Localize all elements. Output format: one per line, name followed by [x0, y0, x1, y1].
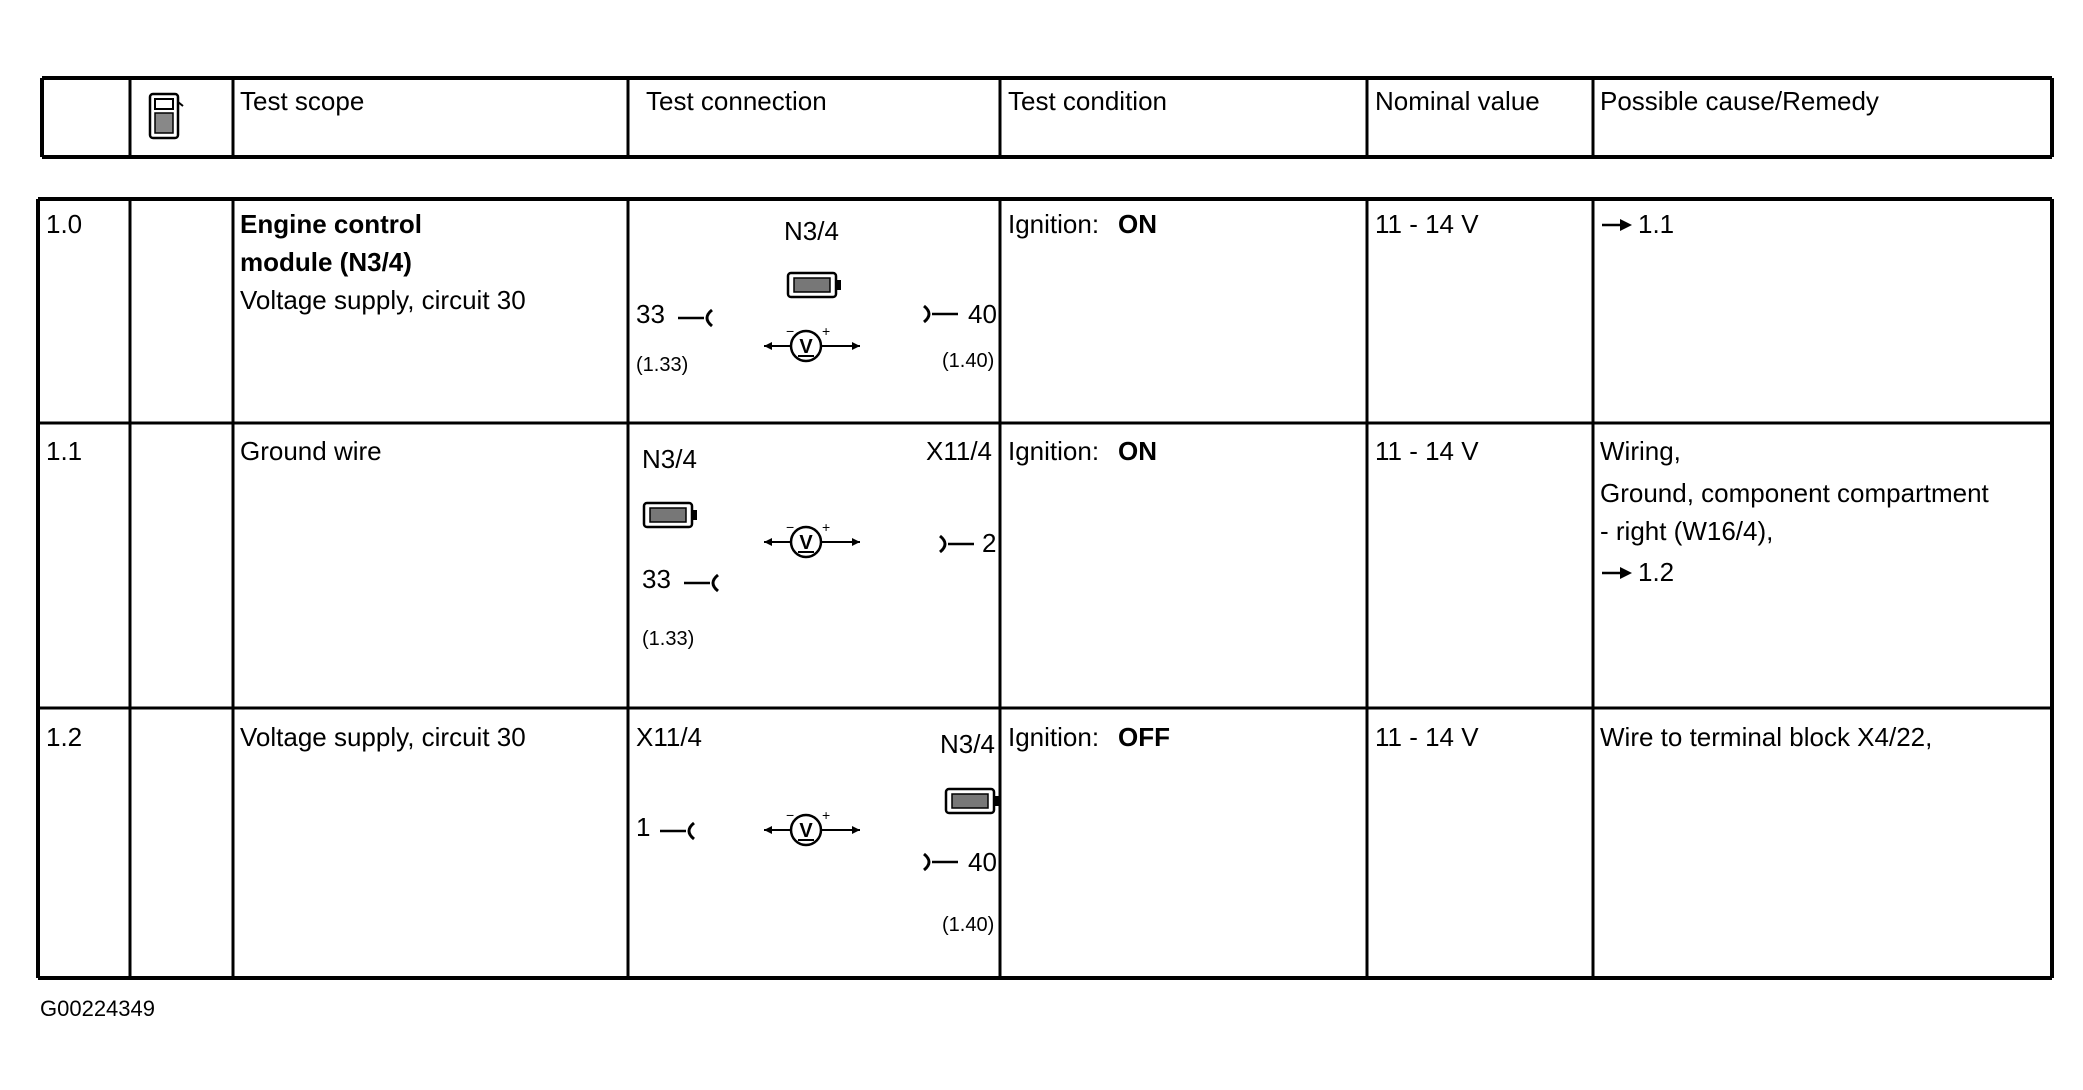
left-pin: 1 — [636, 812, 651, 842]
cause-line: Wiring, — [1600, 436, 1681, 466]
svg-text:−: − — [786, 323, 795, 339]
cause-ref[interactable]: 1.1 — [1638, 209, 1675, 239]
row-scope: Ground wire — [240, 436, 382, 466]
row-scope-bold: module (N3/4) — [240, 247, 412, 277]
ecu-module-icon — [642, 500, 698, 532]
plug-right-icon — [936, 532, 976, 556]
left-pin: 33 — [642, 564, 671, 594]
svg-text:+: + — [822, 323, 831, 339]
cause-line: Ground, component compartment — [1600, 478, 1989, 508]
voltmeter-icon — [762, 519, 862, 562]
svg-text:+: + — [822, 807, 831, 823]
row-step: 1.2 — [46, 722, 83, 752]
arrow-right-icon — [1600, 216, 1634, 234]
svg-text:V: V — [799, 336, 813, 358]
right-label: X11/4 — [926, 436, 993, 466]
row-step: 1.0 — [46, 209, 83, 239]
plug-right-icon — [920, 302, 960, 326]
nominal-value: 11 - 14 V — [1375, 436, 1479, 466]
svg-text:V: V — [799, 532, 813, 554]
plug-left-icon — [678, 306, 718, 330]
condition-label: Ignition: — [1008, 209, 1100, 239]
header-nominal-value: Nominal value — [1375, 86, 1540, 116]
left-ref: (1.33) — [642, 628, 695, 650]
right-pin: 2 — [982, 528, 997, 558]
left-pin: 33 — [636, 299, 665, 329]
cause-ref[interactable]: 1.2 — [1638, 557, 1675, 587]
nominal-value: 11 - 14 V — [1375, 722, 1479, 752]
cause-line: - right (W16/4), — [1600, 516, 1774, 546]
ecu-module-icon — [944, 786, 1000, 818]
right-pin: 40 — [968, 847, 997, 877]
figure-id: G00224349 — [40, 996, 155, 1021]
header-test-condition: Test condition — [1008, 86, 1167, 116]
left-ref: (1.33) — [636, 354, 689, 376]
row-step: 1.1 — [46, 436, 83, 466]
nominal-value: 11 - 14 V — [1375, 209, 1479, 239]
condition-label: Ignition: — [1008, 436, 1100, 466]
tester-icon — [146, 92, 186, 142]
condition-value: ON — [1118, 209, 1157, 239]
plug-right-icon — [920, 850, 960, 874]
module-label: N3/4 — [784, 216, 839, 246]
left-label: X11/4 — [636, 722, 703, 752]
svg-text:−: − — [786, 807, 795, 823]
module-label: N3/4 — [642, 444, 697, 474]
plug-left-icon — [660, 819, 700, 843]
right-ref: (1.40) — [942, 914, 995, 936]
row-scope-bold: Engine control — [240, 209, 422, 239]
header-test-scope: Test scope — [240, 86, 365, 116]
svg-text:−: − — [786, 519, 795, 535]
arrow-right-icon — [1600, 564, 1634, 582]
header-possible-cause: Possible cause/Remedy — [1600, 86, 1879, 116]
row-scope: Voltage supply, circuit 30 — [240, 285, 526, 315]
right-ref: (1.40) — [942, 350, 995, 372]
condition-label: Ignition: — [1008, 722, 1100, 752]
plug-left-icon — [684, 571, 724, 595]
row-scope: Voltage supply, circuit 30 — [240, 722, 526, 752]
header-test-connection: Test connection — [646, 86, 827, 116]
condition-value: ON — [1118, 436, 1157, 466]
condition-value: OFF — [1118, 722, 1170, 752]
right-pin: 40 — [968, 299, 997, 329]
module-label: N3/4 — [940, 729, 995, 759]
voltmeter-icon — [762, 323, 862, 366]
svg-text:V: V — [799, 820, 813, 842]
svg-text:+: + — [822, 519, 831, 535]
ecu-module-icon — [786, 270, 842, 302]
cause-line: Wire to terminal block X4/22, — [1600, 722, 1933, 752]
voltmeter-icon — [762, 807, 862, 850]
